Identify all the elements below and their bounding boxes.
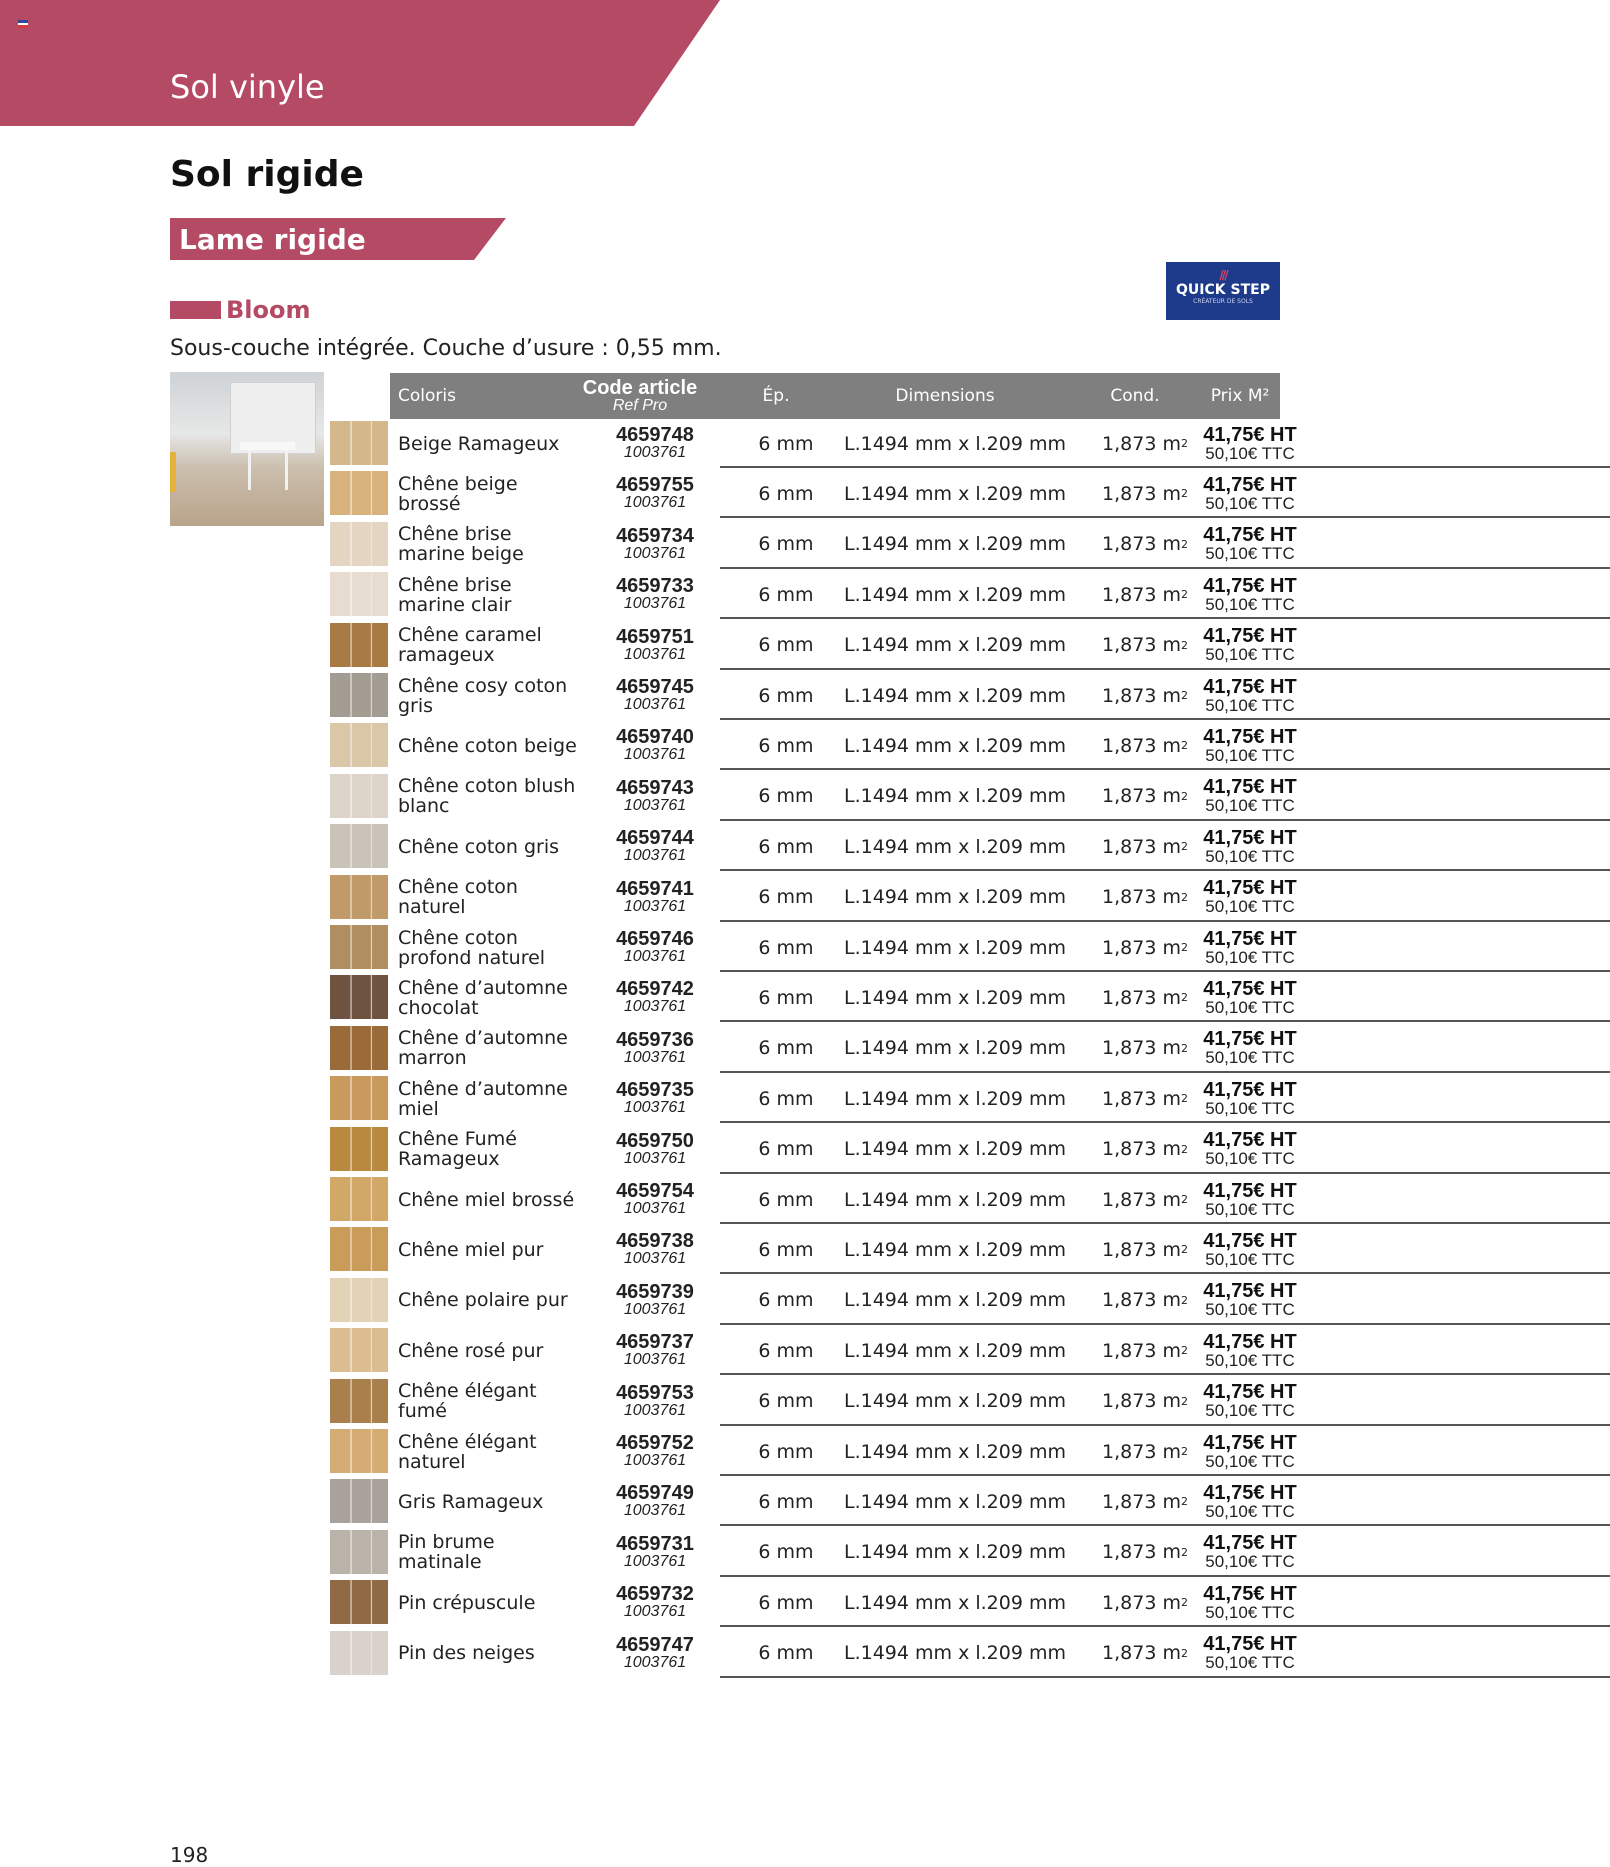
color-swatch: [330, 723, 388, 767]
article-code: 4659751 1003761: [616, 625, 694, 663]
row-divider: [720, 1524, 1610, 1526]
color-swatch: [330, 774, 388, 818]
packaging: 1,873 m 2: [1102, 432, 1188, 455]
header-cond: Cond.: [1110, 386, 1160, 406]
color-swatch: [330, 572, 388, 616]
row-divider: [720, 1172, 1610, 1174]
price: 41,75€ HT 50,10€ TTC: [1203, 1028, 1297, 1068]
table-row: [330, 671, 1297, 720]
color-swatch: [330, 1429, 388, 1473]
price: 41,75€ HT 50,10€ TTC: [1203, 725, 1297, 765]
dimensions: L.1494 mm x l.209 mm: [844, 1541, 1066, 1564]
thickness: 6 mm: [758, 482, 814, 505]
dimensions: L.1494 mm x l.209 mm: [844, 1591, 1066, 1614]
header-dimensions: Dimensions: [895, 386, 995, 406]
packaging: 1,873 m 2: [1102, 1490, 1188, 1513]
price: 41,75€ HT 50,10€ TTC: [1203, 1229, 1297, 1269]
article-code: 4659750 1003761: [616, 1129, 694, 1167]
price: 41,75€ HT 50,10€ TTC: [1203, 1431, 1297, 1471]
table-row: [330, 1276, 1297, 1325]
packaging: 1,873 m 2: [1102, 533, 1188, 556]
header-code: Code article Ref Pro: [582, 377, 698, 414]
packaging: 1,873 m 2: [1102, 1188, 1188, 1211]
thickness: 6 mm: [758, 1289, 814, 1312]
dimensions: L.1494 mm x l.209 mm: [844, 886, 1066, 909]
row-divider: [720, 1323, 1610, 1325]
thickness: 6 mm: [758, 533, 814, 556]
thickness: 6 mm: [758, 1037, 814, 1060]
color-swatch: [330, 1076, 388, 1120]
thickness: 6 mm: [758, 1490, 814, 1513]
thickness: 6 mm: [758, 1339, 814, 1362]
table-row: [330, 923, 1297, 972]
packaging: 1,873 m 2: [1102, 1591, 1188, 1614]
coloris-name: Chêne coton beige: [398, 734, 577, 757]
header-banner: [0, 0, 720, 126]
dimensions: L.1494 mm x l.209 mm: [844, 1138, 1066, 1161]
thickness: 6 mm: [758, 1591, 814, 1614]
color-swatch: [330, 1328, 388, 1372]
row-divider: [720, 1474, 1610, 1476]
color-swatch: [330, 623, 388, 667]
dimensions: L.1494 mm x l.209 mm: [844, 1087, 1066, 1110]
article-code: 4659744 1003761: [616, 827, 694, 865]
quick-step-logo: /// QUICK STEP CRÉATEUR DE SOLS: [1166, 262, 1280, 320]
article-code: 4659732 1003761: [616, 1583, 694, 1621]
row-divider: [720, 869, 1610, 871]
packaging: 1,873 m 2: [1102, 1390, 1188, 1413]
packaging: 1,873 m 2: [1102, 1339, 1188, 1362]
coloris-name: Chêne miel brossé: [398, 1188, 575, 1211]
packaging: 1,873 m 2: [1102, 482, 1188, 505]
coloris-name: Gris Ramageux: [398, 1490, 544, 1513]
color-swatch: [330, 1530, 388, 1574]
packaging: 1,873 m 2: [1102, 684, 1188, 707]
table-row: [330, 1326, 1297, 1375]
dimensions: L.1494 mm x l.209 mm: [844, 835, 1066, 858]
packaging: 1,873 m 2: [1102, 1541, 1188, 1564]
row-divider: [720, 1625, 1610, 1627]
table-row: [330, 1024, 1297, 1073]
packaging: 1,873 m 2: [1102, 1087, 1188, 1110]
article-code: 4659746 1003761: [616, 928, 694, 965]
color-swatch: [330, 1479, 388, 1523]
table-row: [330, 822, 1297, 871]
packaging: 1,873 m 2: [1102, 734, 1188, 757]
table-row: [330, 1074, 1297, 1123]
table-row: [330, 1528, 1297, 1577]
packaging: 1,873 m 2: [1102, 634, 1188, 657]
packaging: 1,873 m 2: [1102, 1289, 1188, 1312]
article-code: 4659739 1003761: [616, 1280, 694, 1318]
packaging: 1,873 m 2: [1102, 936, 1188, 959]
row-divider: [720, 1071, 1610, 1073]
dimensions: L.1494 mm x l.209 mm: [844, 936, 1066, 959]
thickness: 6 mm: [758, 1642, 814, 1665]
color-swatch: [330, 522, 388, 566]
coloris-name: Chêne beige brossé: [398, 472, 518, 515]
row-divider: [720, 1676, 1610, 1678]
coloris-name: Chêne coton naturel: [398, 876, 518, 919]
color-swatch: [330, 421, 388, 465]
coloris-name: Pin brume matinale: [398, 1531, 495, 1574]
header-ep: Ép.: [762, 386, 790, 406]
article-code: 4659752 1003761: [616, 1432, 694, 1469]
row-divider: [720, 1575, 1610, 1577]
price: 41,75€ HT 50,10€ TTC: [1203, 1481, 1297, 1521]
price: 41,75€ HT 50,10€ TTC: [1203, 1381, 1297, 1421]
thickness: 6 mm: [758, 634, 814, 657]
dimensions: L.1494 mm x l.209 mm: [844, 1289, 1066, 1312]
article-code: 4659749 1003761: [616, 1482, 694, 1520]
price: 41,75€ HT 50,10€ TTC: [1203, 1179, 1297, 1219]
coloris-name: Chêne rosé pur: [398, 1339, 544, 1362]
color-swatch: [330, 1278, 388, 1322]
dimensions: L.1494 mm x l.209 mm: [844, 1037, 1066, 1060]
page-title: Sol rigide: [170, 154, 364, 195]
dimensions: L.1494 mm x l.209 mm: [844, 1642, 1066, 1665]
thickness: 6 mm: [758, 785, 814, 808]
dimensions: L.1494 mm x l.209 mm: [844, 734, 1066, 757]
dimensions: L.1494 mm x l.209 mm: [844, 785, 1066, 808]
price: 41,75€ HT 50,10€ TTC: [1203, 1330, 1297, 1370]
product-description: Sous-couche intégrée. Couche d’usure : 0,55 mm.: [170, 336, 722, 361]
color-swatch: [330, 1580, 388, 1624]
price: 41,75€ HT 50,10€ TTC: [1203, 1129, 1297, 1169]
coloris-name: Chêne d’automne marron: [398, 1027, 568, 1070]
price: 41,75€ HT 50,10€ TTC: [1203, 1532, 1297, 1572]
packaging: 1,873 m 2: [1102, 835, 1188, 858]
dimensions: L.1494 mm x l.209 mm: [844, 1238, 1066, 1261]
thickness: 6 mm: [758, 1541, 814, 1564]
article-code: 4659742 1003761: [616, 978, 694, 1016]
color-swatch: [330, 824, 388, 868]
category-label: Lame rigide: [179, 223, 366, 256]
dimensions: L.1494 mm x l.209 mm: [844, 432, 1066, 455]
thickness: 6 mm: [758, 432, 814, 455]
thickness: 6 mm: [758, 1440, 814, 1463]
coloris-name: Chêne d’automne miel: [398, 1077, 568, 1120]
table-row: [330, 1578, 1297, 1627]
article-code: 4659736 1003761: [616, 1028, 694, 1066]
row-divider: [720, 1373, 1610, 1375]
coloris-name: Pin crépuscule: [398, 1591, 536, 1614]
article-code: 4659735 1003761: [616, 1079, 694, 1117]
price: 41,75€ HT 50,10€ TTC: [1203, 977, 1297, 1017]
row-divider: [720, 617, 1610, 619]
table-row: [330, 419, 1297, 468]
table-row: [330, 721, 1297, 770]
dimensions: L.1494 mm x l.209 mm: [844, 1339, 1066, 1362]
price: 41,75€ HT 50,10€ TTC: [1203, 1078, 1297, 1118]
coloris-name: Chêne miel pur: [398, 1238, 544, 1261]
color-swatch: [330, 471, 388, 515]
packaging: 1,873 m 2: [1102, 1238, 1188, 1261]
room-photo: [170, 372, 324, 526]
thickness: 6 mm: [758, 936, 814, 959]
coloris-name: Chêne polaire pur: [398, 1289, 568, 1312]
row-divider: [720, 516, 1610, 518]
dimensions: L.1494 mm x l.209 mm: [844, 583, 1066, 606]
row-divider: [720, 1424, 1610, 1426]
color-swatch: [330, 673, 388, 717]
price: 41,75€ HT 50,10€ TTC: [1203, 473, 1297, 513]
packaging: 1,873 m 2: [1102, 785, 1188, 808]
row-divider: [720, 1121, 1610, 1123]
thickness: 6 mm: [758, 1238, 814, 1261]
product-name: Bloom: [226, 296, 311, 324]
row-divider: [720, 768, 1610, 770]
row-divider: [720, 1020, 1610, 1022]
thickness: 6 mm: [758, 886, 814, 909]
thickness: 6 mm: [758, 835, 814, 858]
header-coloris: Coloris: [398, 386, 456, 406]
table-row: [330, 1377, 1297, 1426]
thickness: 6 mm: [758, 1138, 814, 1161]
thickness: 6 mm: [758, 734, 814, 757]
article-code: 4659755 1003761: [616, 474, 694, 512]
row-divider: [720, 567, 1610, 569]
dimensions: L.1494 mm x l.209 mm: [844, 684, 1066, 707]
row-divider: [720, 718, 1610, 720]
page-number: 198: [170, 1843, 209, 1867]
table-row: [330, 520, 1297, 569]
price: 41,75€ HT 50,10€ TTC: [1203, 927, 1297, 967]
thickness: 6 mm: [758, 1390, 814, 1413]
table-row: [330, 1477, 1297, 1526]
article-code: 4659754 1003761: [616, 1180, 694, 1217]
table-row: [330, 873, 1297, 922]
packaging: 1,873 m 2: [1102, 1138, 1188, 1161]
dimensions: L.1494 mm x l.209 mm: [844, 634, 1066, 657]
coloris-name: Chêne coton gris: [398, 835, 560, 858]
article-code: 4659738 1003761: [616, 1230, 694, 1268]
packaging: 1,873 m 2: [1102, 583, 1188, 606]
table-row: [330, 1225, 1297, 1274]
article-code: 4659747 1003761: [616, 1633, 694, 1671]
table-row: [330, 570, 1297, 619]
packaging: 1,873 m 2: [1102, 1037, 1188, 1060]
row-divider: [720, 466, 1610, 468]
thickness: 6 mm: [758, 986, 814, 1009]
packaging: 1,873 m 2: [1102, 1642, 1188, 1665]
packaging: 1,873 m 2: [1102, 886, 1188, 909]
coloris-name: Beige Ramageux: [398, 432, 560, 455]
price: 41,75€ HT 50,10€ TTC: [1203, 574, 1297, 614]
dimensions: L.1494 mm x l.209 mm: [844, 1440, 1066, 1463]
row-divider: [720, 819, 1610, 821]
coloris-name: Chêne élégant fumé: [398, 1380, 537, 1423]
price: 41,75€ HT 50,10€ TTC: [1203, 625, 1297, 665]
article-code: 4659748 1003761: [616, 424, 694, 461]
thickness: 6 mm: [758, 1188, 814, 1211]
article-code: 4659733 1003761: [616, 575, 694, 613]
row-divider: [720, 668, 1610, 670]
dimensions: L.1494 mm x l.209 mm: [844, 1188, 1066, 1211]
price: 41,75€ HT 50,10€ TTC: [1203, 826, 1297, 866]
price: 41,75€ HT 50,10€ TTC: [1203, 1582, 1297, 1622]
price: 41,75€ HT 50,10€ TTC: [1203, 423, 1297, 463]
table-row: [330, 1629, 1297, 1678]
coloris-name: Chêne coton profond naturel: [398, 926, 546, 969]
coloris-name: Chêne coton blush blanc: [398, 775, 576, 818]
color-swatch: [330, 925, 388, 969]
table-header: [390, 373, 1280, 419]
color-swatch: [330, 1227, 388, 1271]
price: 41,75€ HT 50,10€ TTC: [1203, 1633, 1297, 1673]
price: 41,75€ HT 50,10€ TTC: [1203, 877, 1297, 917]
coloris-name: Chêne d’automne chocolat: [398, 976, 568, 1019]
table-row: [330, 772, 1297, 821]
coloris-name: Chêne Fumé Ramageux: [398, 1128, 517, 1171]
section-title: Sol vinyle: [170, 68, 325, 106]
coloris-name: Chêne cosy coton gris: [398, 674, 568, 717]
row-divider: [720, 1222, 1610, 1224]
color-swatch: [330, 975, 388, 1019]
flag-icon: [18, 20, 28, 28]
article-code: 4659734 1003761: [616, 524, 694, 562]
article-code: 4659737 1003761: [616, 1331, 694, 1369]
thickness: 6 mm: [758, 684, 814, 707]
dimensions: L.1494 mm x l.209 mm: [844, 1390, 1066, 1413]
table-row: [330, 469, 1297, 518]
coloris-name: Pin des neiges: [398, 1642, 535, 1665]
packaging: 1,873 m 2: [1102, 986, 1188, 1009]
dimensions: L.1494 mm x l.209 mm: [844, 1490, 1066, 1513]
article-code: 4659740 1003761: [616, 726, 694, 764]
coloris-name: Chêne élégant naturel: [398, 1430, 537, 1473]
color-swatch: [330, 1026, 388, 1070]
table-row: [330, 621, 1297, 670]
price: 41,75€ HT 50,10€ TTC: [1203, 675, 1297, 715]
price: 41,75€ HT 50,10€ TTC: [1203, 524, 1297, 564]
color-swatch: [330, 875, 388, 919]
thickness: 6 mm: [758, 583, 814, 606]
row-divider: [720, 1272, 1610, 1274]
color-swatch: [330, 1631, 388, 1675]
article-code: 4659743 1003761: [616, 776, 694, 814]
price: 41,75€ HT 50,10€ TTC: [1203, 776, 1297, 816]
color-swatch: [330, 1177, 388, 1221]
table-row: [330, 1175, 1297, 1224]
article-code: 4659731 1003761: [616, 1532, 694, 1570]
row-divider: [720, 970, 1610, 972]
coloris-name: Chêne brise marine beige: [398, 523, 524, 566]
dimensions: L.1494 mm x l.209 mm: [844, 533, 1066, 556]
coloris-name: Chêne brise marine clair: [398, 573, 512, 616]
product-marker: [170, 301, 221, 319]
table-row: [330, 1427, 1297, 1476]
price: 41,75€ HT 50,10€ TTC: [1203, 1280, 1297, 1320]
dimensions: L.1494 mm x l.209 mm: [844, 482, 1066, 505]
article-code: 4659753 1003761: [616, 1381, 694, 1419]
table-row: [330, 1125, 1297, 1174]
table-row: [330, 973, 1297, 1022]
header-prix: Prix M²: [1210, 386, 1270, 406]
article-code: 4659745 1003761: [616, 676, 694, 713]
row-divider: [720, 920, 1610, 922]
color-swatch: [330, 1127, 388, 1171]
dimensions: L.1494 mm x l.209 mm: [844, 986, 1066, 1009]
color-swatch: [330, 1379, 388, 1423]
thickness: 6 mm: [758, 1087, 814, 1110]
packaging: 1,873 m 2: [1102, 1440, 1188, 1463]
coloris-name: Chêne caramel ramageux: [398, 624, 542, 667]
article-code: 4659741 1003761: [616, 877, 694, 915]
